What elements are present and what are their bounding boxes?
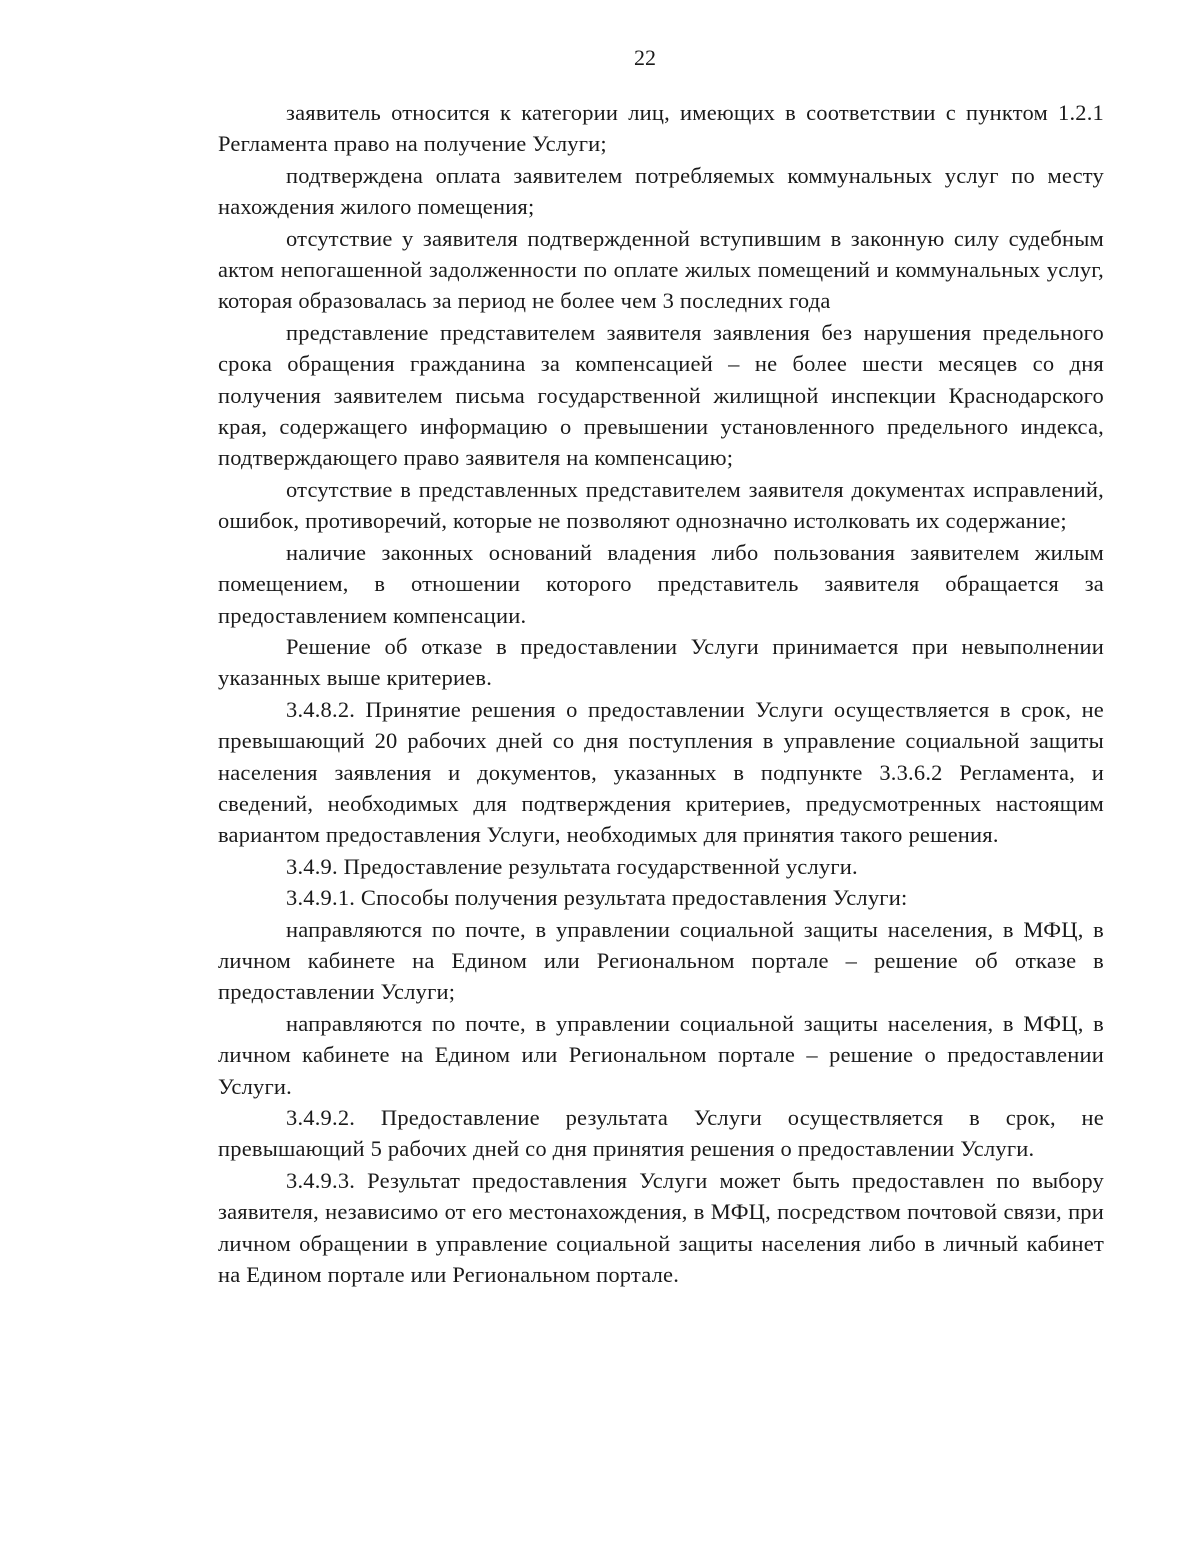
document-body: [218, 97, 1104, 1290]
paragraph-3-4-9-3: 3.4.9.3. Результат предоставления Услуги может быть предоставлен по выбору заявителя, независимо от его местонахождения, в МФЦ, посредством почтовой связи, при личном обращении в управление социальной защиты населения либо в личный кабинет на Едином портале или Региональном портале.: [218, 1167, 1104, 1288]
page-number: 22: [634, 45, 656, 70]
paragraph-refusal-decision: Решение об отказе в предоставлении Услуги принимается при невыполнении указанных выше критериев.: [218, 633, 1104, 691]
paragraph-criterion-category: заявитель относится к категории лиц, имеющих в соответствии с пунктом 1.2.1 Регламента право на получение Услуги;: [218, 100, 1104, 157]
paragraph-criterion-no-errors: отсутствие в представленных представителем заявителя документах исправлений, ошибок, противоречий, которые не позволяют однозначно истолковать их содержание;: [218, 476, 1104, 534]
paragraph-3-4-9: 3.4.9. Предоставление результата государственной услуги.: [286, 853, 858, 879]
paragraph-3-4-9-2: 3.4.9.2. Предоставление результата Услуги осуществляется в срок, не превышающий 5 рабочих дней со дня принятия решения о предоставлении Услуги.: [218, 1105, 1104, 1162]
paragraph-criterion-deadline: представление представителем заявителя заявления без нарушения предельного срока обращения гражданина за компенсацией – не более шести месяцев со дня получения заявителем письма государственной жилищной инспекции Краснодарского края, содержащего информацию о превышении установленного предельного индекса, подтверждающего право заявителя на компенсацию;: [218, 319, 1104, 471]
paragraph-criterion-ownership: наличие законных оснований владения либо пользования заявителем жилым помещением, в отношении которого представитель заявителя обращается за предоставлением компенсации.: [218, 539, 1104, 628]
paragraph-criterion-payment: подтверждена оплата заявителем потребляемых коммунальных услуг по месту нахождения жилого помещения;: [218, 162, 1104, 220]
paragraph-result-refusal: направляются по почте, в управлении социальной защиты населения, в МФЦ, в личном кабинете на Едином или Региональном портале – решение об отказе в предоставлении Услуги;: [218, 916, 1104, 1005]
paragraph-result-grant: направляются по почте, в управлении социальной защиты населения, в МФЦ, в личном кабинете на Едином или Региональном портале – решение о предоставлении Услуги.: [218, 1010, 1104, 1099]
paragraph-3-4-8-2: 3.4.8.2. Принятие решения о предоставлении Услуги осуществляется в срок, не превышающий 20 рабочих дней со дня поступления в управление социальной защиты населения заявления и документов, указанных в подпункте 3.3.6.2 Регламента, и сведений, необходимых для подтверждения критериев, предусмотренных настоящим вариантом предоставления Услуги, необходимых для принятия такого решения.: [218, 696, 1104, 848]
paragraph-3-4-9-1: 3.4.9.1. Способы получения результата предоставления Услуги:: [286, 885, 908, 911]
paragraph-criterion-no-debt: отсутствие у заявителя подтвержденной вступившим в законную силу судебным актом непогашенной задолженности по оплате жилых помещений и коммунальных услуг, которая образовалась за период не более чем 3 последних года: [218, 225, 1104, 314]
